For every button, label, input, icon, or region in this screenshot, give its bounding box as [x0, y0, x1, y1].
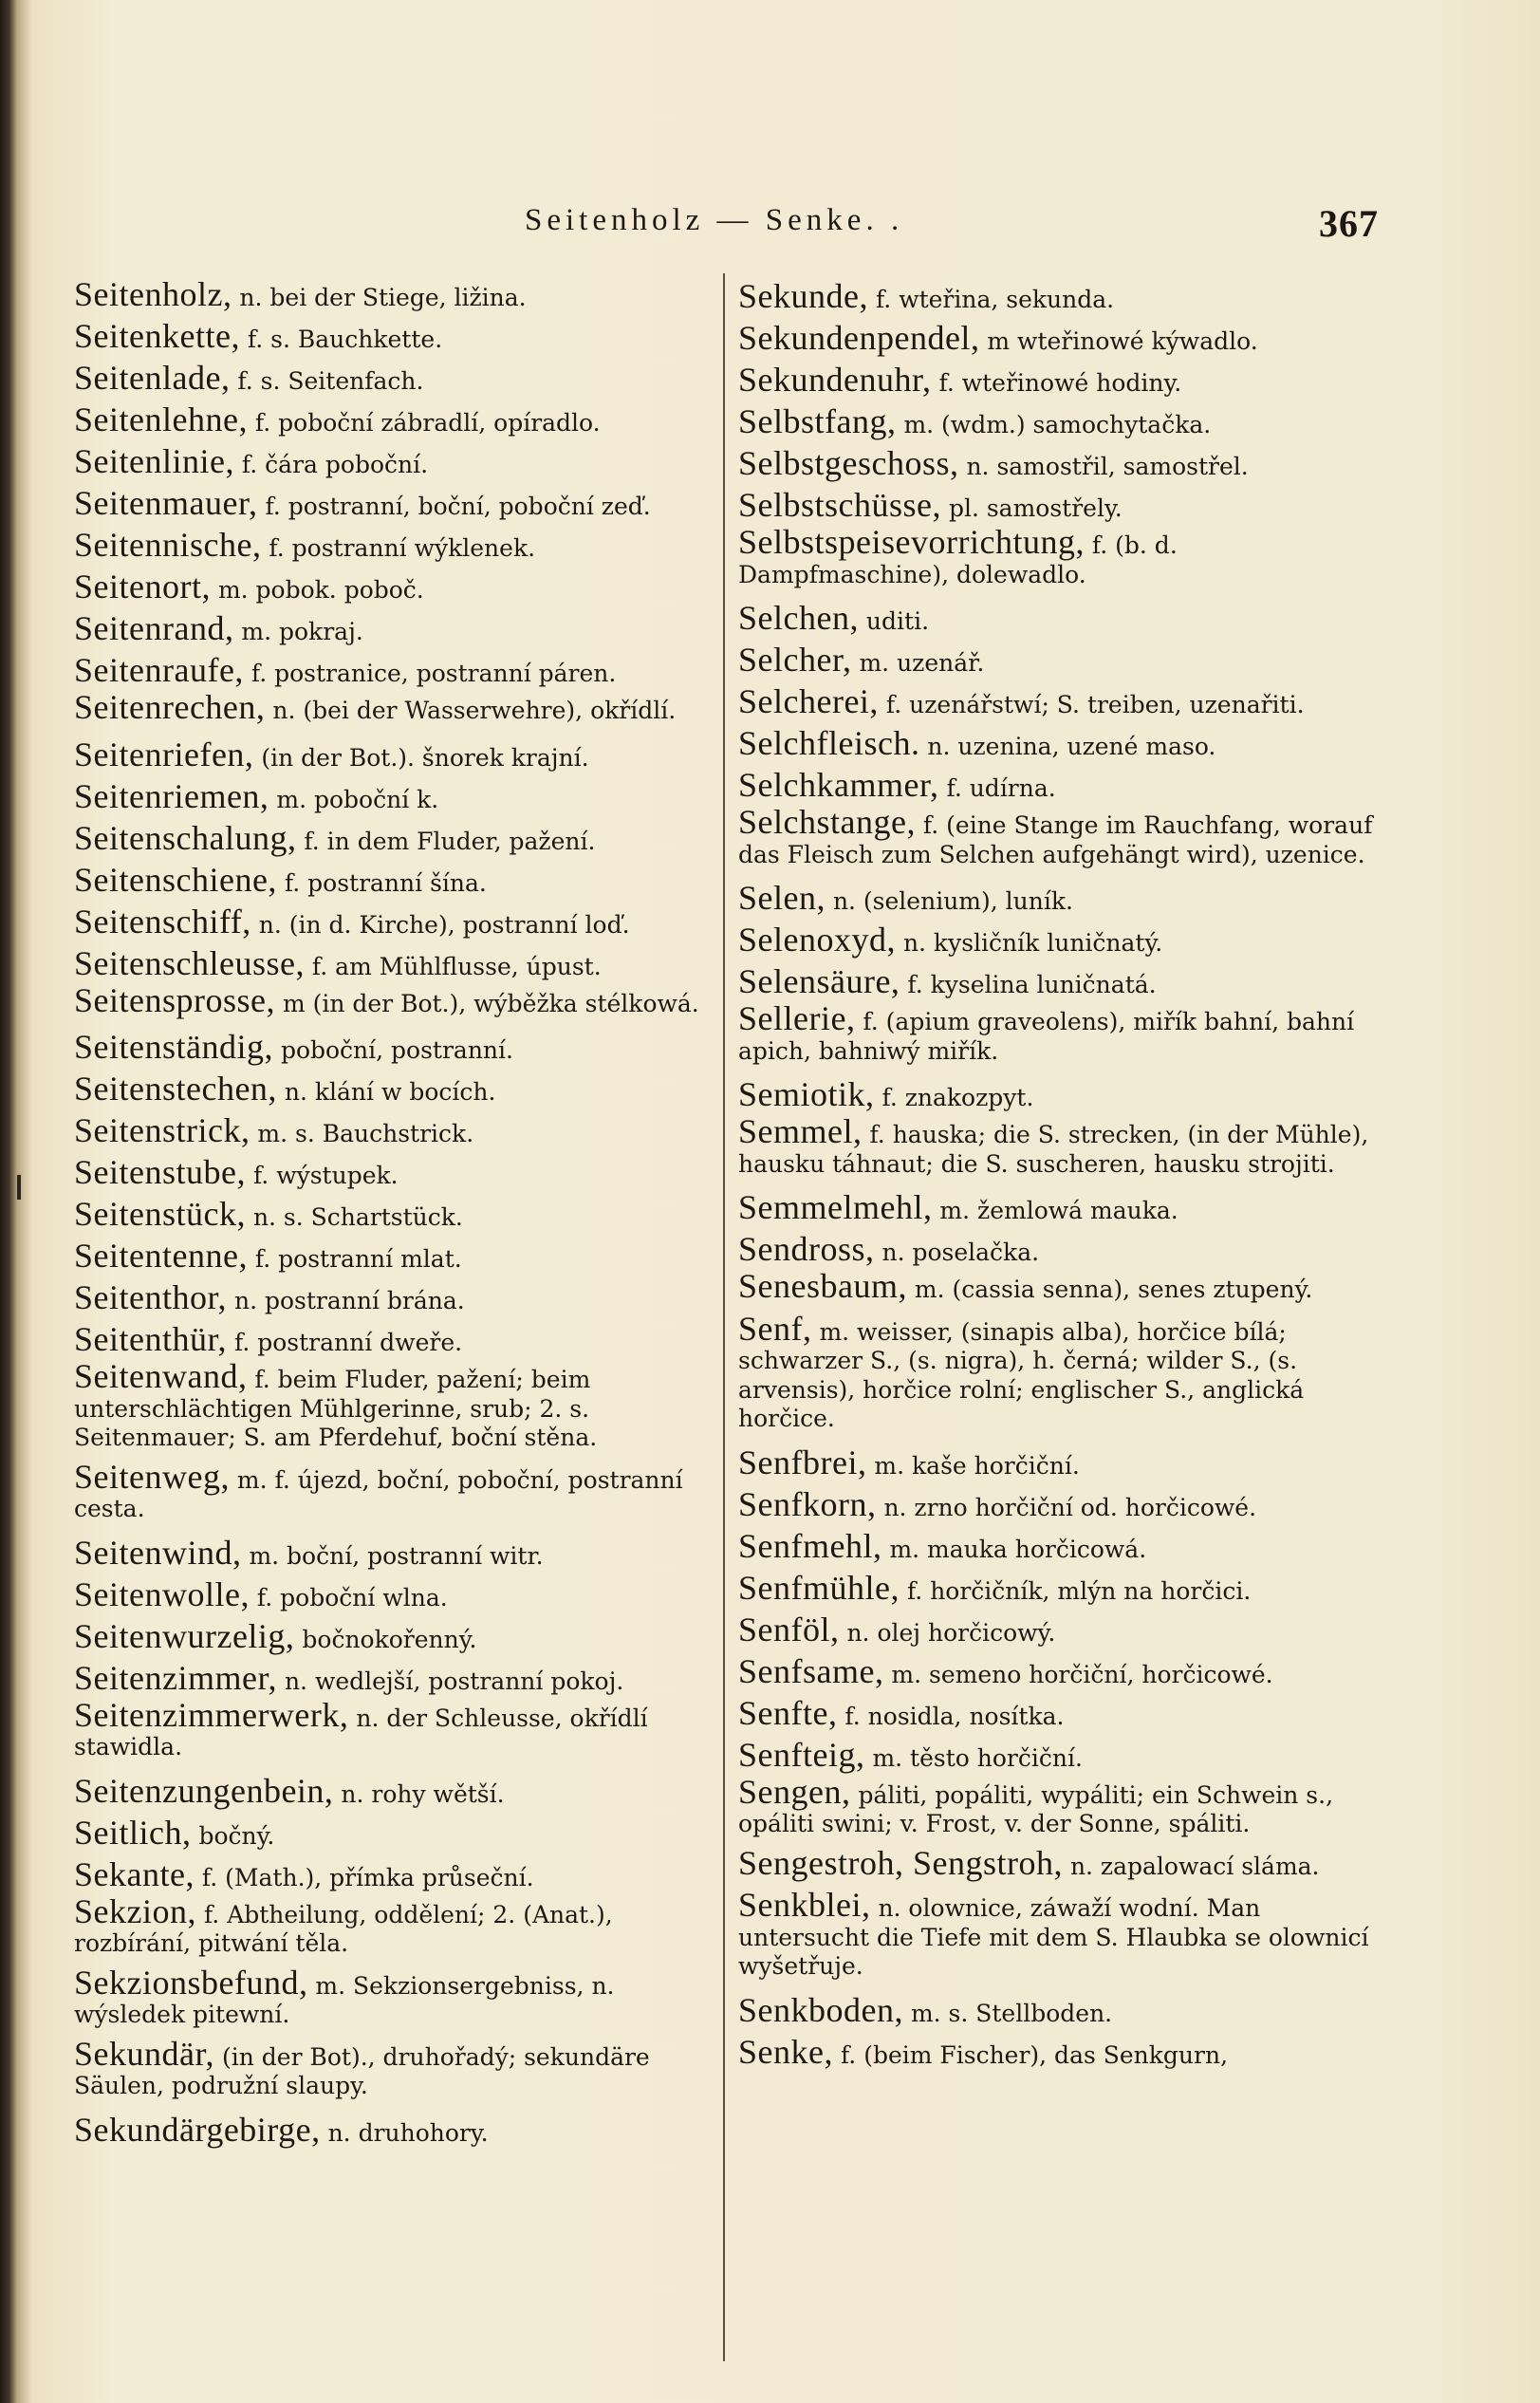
entry-definition: n. olej horčicowý.	[846, 1618, 1056, 1647]
entry-headword: Senföl,	[738, 1610, 840, 1649]
dictionary-entry	[74, 1070, 714, 1111]
dictionary-entry	[74, 1575, 714, 1617]
entry-headword: Seitenmauer,	[74, 484, 258, 522]
entry-headword: Seitenwolle,	[74, 1574, 250, 1613]
entry-headword: Selcher,	[738, 641, 852, 679]
entry-definition: f. am Mühlflusse, úpust.	[311, 952, 602, 980]
dictionary-entry	[74, 736, 714, 777]
column-divider	[723, 273, 725, 2361]
entry-headword: Seitenrechen,	[74, 688, 266, 726]
dictionary-entry	[74, 861, 714, 903]
entry-definition: n. kysličník luničnatý.	[902, 929, 1163, 957]
dictionary-entry	[738, 1772, 1383, 1849]
dictionary-entry	[74, 1695, 714, 1772]
entry-headword: Senfteig,	[738, 1735, 865, 1774]
dictionary-entry	[74, 980, 714, 1029]
entry-headword: Selbstspeisevorrichtung,	[738, 523, 1085, 561]
dictionary-entry	[74, 1237, 714, 1278]
entry-definition: f. horčičník, mlýn na horčici.	[906, 1576, 1252, 1605]
dictionary-entry	[738, 361, 1383, 402]
dictionary-entry	[738, 486, 1383, 528]
entry-headword: Seitlich,	[74, 1813, 192, 1852]
page-number: 367	[1319, 202, 1379, 245]
entry-definition: (in der Bot.). šnorek krajní.	[261, 743, 589, 772]
entry-definition: n. zapalowací sláma.	[1069, 1852, 1320, 1880]
entry-definition: m. semeno horčiční, horčicowé.	[891, 1660, 1273, 1688]
entry-definition: f. postranní šína.	[284, 868, 487, 897]
entry-definition: f. uzenářstwí; S. treiben, uzenařiti.	[885, 691, 1305, 718]
entry-headword: Seitenzungenbein,	[74, 1771, 334, 1810]
entry-headword: Sekundär,	[74, 2034, 215, 2073]
dictionary-entry	[74, 1534, 714, 1575]
entry-definition: f. wteřinowé hodiny.	[938, 369, 1182, 397]
dictionary-entry	[738, 1843, 1383, 1891]
entry-definition: m. pokraj.	[241, 618, 363, 645]
entry-definition: n. druhohory.	[327, 2118, 489, 2147]
entry-headword: Senke,	[738, 2032, 833, 2071]
entry-definition: n. rohy wětší.	[341, 1779, 505, 1808]
entry-definition: m. weisser, (sinapis alba), horčice bílá; schwarzer S., (s. nigra), h. černá; wilder S., (s. arvensis), horčice rolní; englischer S., anglická horčice.	[738, 1317, 1305, 1432]
entry-definition: n. (selenium), luník.	[832, 887, 1073, 915]
entry-definition: f. Abtheilung, oddělení; 2. (Anat.), rozbírání, pitwání těla.	[74, 1900, 613, 1957]
entry-headword: Seitenriemen,	[74, 776, 269, 815]
entry-definition: n. postranní brána.	[233, 1287, 465, 1314]
dictionary-entry	[74, 1028, 714, 1070]
entry-headword: Seitenweg,	[74, 1457, 230, 1496]
entry-headword: Sekzion,	[74, 1891, 196, 1930]
entry-definition: f. kyselina luničnatá.	[907, 971, 1157, 998]
entry-definition: f. postranní, boční, poboční zeď.	[265, 493, 651, 520]
entry-headword: Seitenort,	[74, 568, 211, 605]
entry-definition: f. poboční wlna.	[256, 1583, 448, 1611]
entry-headword: Senfmühle,	[738, 1568, 900, 1607]
dictionary-entry	[738, 523, 1383, 599]
dictionary-entry	[738, 1736, 1383, 1778]
entry-definition: n. wedlejší, postranní pokoj.	[284, 1667, 624, 1695]
dictionary-entry	[74, 819, 714, 861]
entry-definition: f. s. Bauchkette.	[247, 326, 443, 353]
entry-definition: n. bei der Stiege, ližina.	[239, 284, 527, 311]
entry-headword: Seitenlehne,	[74, 400, 248, 438]
entry-headword: Selenoxyd,	[738, 921, 896, 959]
entry-headword: Senfte,	[738, 1693, 838, 1732]
dictionary-entry	[74, 1891, 714, 1968]
dictionary-entry	[74, 1963, 714, 2040]
entry-definition: f. (eine Stange im Rauchfang, worauf das Fleisch zum Selchen aufgehängt wird), uzenice.	[738, 811, 1373, 868]
dictionary-entry	[74, 568, 714, 609]
entry-headword: Selbstfang,	[738, 402, 897, 440]
left-column	[74, 275, 714, 2152]
entry-headword: Sekundenpendel,	[738, 319, 980, 357]
entry-definition: f. (beim Fischer), das Senkgurn,	[840, 2040, 1229, 2069]
entry-headword: Sekante,	[74, 1854, 195, 1893]
entry-definition: f. postranní mlat.	[254, 1245, 462, 1273]
entry-headword: Semiotik,	[738, 1075, 875, 1113]
entry-headword: Seitentenne,	[74, 1237, 248, 1275]
entry-headword: Seitensprosse,	[74, 980, 275, 1019]
entry-definition: f. čára poboční.	[241, 451, 429, 478]
entry-definition: m. mauka horčicowá.	[889, 1535, 1147, 1563]
entry-definition: pl. samostřely.	[948, 494, 1123, 522]
dictionary-entry	[738, 766, 1383, 808]
entry-headword: Sekunde,	[738, 277, 868, 315]
dictionary-entry	[74, 1772, 714, 1814]
entry-headword: Senfmehl,	[738, 1526, 882, 1565]
entry-definition: n. klání w bocích.	[284, 1078, 496, 1106]
entry-headword: Sekundenuhr,	[738, 361, 932, 399]
entry-headword: Senfbrei,	[738, 1443, 867, 1481]
entry-headword: Seitenrand,	[74, 609, 234, 647]
dictionary-entry	[738, 803, 1383, 879]
entry-definition: f. s. Seitenfach.	[237, 367, 424, 395]
entry-headword: Seitenständig,	[74, 1028, 273, 1066]
entry-definition: m. s. Bauchstrick.	[257, 1120, 474, 1147]
entry-headword: Senkboden,	[738, 1990, 903, 2029]
entry-headword: Sengen,	[738, 1772, 851, 1811]
dictionary-entry	[74, 2111, 714, 2152]
entry-definition: n. zrno horčiční od. horčicowé.	[883, 1493, 1257, 1521]
dictionary-entry	[738, 319, 1383, 361]
dictionary-entry	[738, 444, 1383, 486]
entry-definition: m (in der Bot.), wýběžka stélkowá.	[282, 989, 699, 1017]
entry-definition: f. wýstupek.	[252, 1162, 399, 1189]
entry-headword: Seitenlinie,	[74, 442, 234, 480]
entry-headword: Seitenlade,	[74, 359, 231, 397]
entry-definition: n. uzenina, uzené maso.	[927, 733, 1216, 760]
entry-definition: poboční, postranní.	[280, 1036, 513, 1064]
entry-headword: Seitenwind,	[74, 1533, 242, 1572]
dictionary-entry	[74, 1457, 714, 1534]
entry-headword: Seitenschleusse,	[74, 943, 305, 982]
dictionary-entry	[74, 1278, 714, 1320]
entry-definition: f. (apium graveolens), miřík bahní, bahní apich, bahniwý miřík.	[738, 1008, 1355, 1065]
entry-definition: f. hauska; die S. strecken, (in der Mühle), hausku táhnaut; die S. suscheren, hausku strojiti.	[738, 1121, 1369, 1178]
entry-headword: Seitenstrick,	[74, 1111, 250, 1149]
entry-definition: bočnokořenný.	[302, 1625, 477, 1653]
entry-headword: Sekundärgebirge,	[74, 2110, 321, 2149]
entry-definition: f. postranní dweře.	[233, 1329, 463, 1356]
entry-headword: Selchfleisch.	[738, 724, 920, 762]
entry-headword: Sekzionsbefund,	[74, 1963, 308, 2002]
entry-definition: m. žemlowá mauka.	[939, 1197, 1178, 1224]
entry-headword: Seitenwand,	[74, 1357, 248, 1395]
margin-mark	[17, 1175, 21, 1200]
entry-definition: f. udírna.	[946, 774, 1056, 802]
entry-definition: f. poboční zábradlí, opíradlo.	[254, 409, 601, 437]
entry-headword: Sengestroh, Sengstroh,	[738, 1843, 1063, 1882]
entry-headword: Seitenzimmer,	[74, 1658, 277, 1697]
entry-headword: Sellerie,	[738, 999, 856, 1037]
entry-headword: Seitenholz,	[74, 275, 232, 313]
entry-definition: f. nosidla, nosítka.	[844, 1702, 1065, 1730]
entry-definition: (in der Bot)., druhořadý; sekundäre Säulen, podružní slaupy.	[74, 2042, 650, 2099]
dictionary-entry	[738, 682, 1383, 724]
entry-definition: f. postranice, postranní páren.	[250, 660, 617, 687]
entry-headword: Senesbaum,	[738, 1267, 907, 1305]
dictionary-entry	[738, 724, 1383, 766]
dictionary-entry	[738, 1267, 1383, 1314]
entry-headword: Senf,	[738, 1309, 812, 1348]
entry-headword: Seitenstube,	[74, 1153, 246, 1191]
entry-headword: Selchen,	[738, 599, 859, 637]
entry-definition: páliti, popáliti, wypáliti; ein Schwein s., opáliti swini; v. Frost, v. der Sonne, spáliti.	[738, 1780, 1334, 1837]
entry-headword: Selchkammer,	[738, 766, 939, 804]
dictionary-entry	[738, 1112, 1383, 1188]
entry-definition: m. (cassia senna), senes ztupený.	[914, 1276, 1313, 1303]
entry-definition: f. beim Fluder, pažení; beim unterschlächtigen Mühlgerinne, srub; 2. s. Seitenmauer; S. am Pferdehuf, boční stěna.	[74, 1366, 598, 1451]
dictionary-entry	[738, 1569, 1383, 1611]
dictionary-entry	[74, 1195, 714, 1237]
dictionary-entry	[74, 400, 714, 442]
entry-headword: Selbstschüsse,	[738, 486, 941, 524]
entry-definition: m. Sekzionsergebniss, n. wýsledek pitewní.	[74, 1971, 615, 2028]
entry-definition: m wteřinowé kýwadlo.	[987, 327, 1258, 355]
entry-headword: Sendross,	[738, 1230, 875, 1268]
dictionary-entry	[738, 879, 1383, 921]
entry-definition: f. znakozpyt.	[881, 1084, 1034, 1111]
entry-headword: Selbstgeschoss,	[738, 444, 959, 482]
dictionary-entry	[738, 2033, 1383, 2075]
dictionary-entry	[738, 599, 1383, 641]
dictionary-entry	[738, 921, 1383, 962]
entry-headword: Senfkorn,	[738, 1484, 877, 1523]
entry-headword: Seitenraufe,	[74, 651, 244, 689]
entry-definition: uditi.	[865, 607, 930, 635]
entry-definition: f. in dem Fluder, pažení.	[304, 827, 596, 855]
dictionary-entry	[74, 275, 714, 317]
entry-definition: n. samostřil, samostřel.	[966, 453, 1249, 480]
dictionary-entry	[738, 1309, 1383, 1444]
entry-headword: Seitenschiene,	[74, 860, 277, 899]
dictionary-entry	[74, 484, 714, 526]
entry-headword: Seitenwurzelig,	[74, 1616, 295, 1655]
entry-definition: m. těsto horčiční.	[872, 1743, 1083, 1772]
dictionary-entry	[738, 1527, 1383, 1569]
entry-definition: f. (b. d. Dampfmaschine), dolewadlo.	[738, 531, 1178, 588]
dictionary-entry	[738, 277, 1383, 319]
entry-definition: m. poboční k.	[276, 785, 439, 813]
entry-definition: m. s. Stellboden.	[910, 1999, 1113, 2027]
entry-headword: Semmelmehl,	[738, 1188, 933, 1226]
entry-definition: n. s. Schartstück.	[252, 1203, 463, 1231]
dictionary-entry	[738, 1886, 1383, 1991]
dictionary-entry	[738, 962, 1383, 1004]
dictionary-entry	[74, 359, 714, 400]
entry-headword: Seitenstück,	[74, 1195, 246, 1233]
dictionary-entry	[738, 1188, 1383, 1230]
dictionary-entry	[738, 1075, 1383, 1117]
dictionary-entry	[738, 1991, 1383, 2033]
dictionary-entry	[74, 1814, 714, 1855]
entry-headword: Seitenthür,	[74, 1320, 228, 1358]
dictionary-entry	[74, 2034, 714, 2111]
entry-headword: Semmel,	[738, 1112, 863, 1150]
dictionary-entry	[74, 1357, 714, 1462]
entry-definition: m. f. újezd, boční, poboční, postranní cesta.	[74, 1465, 683, 1522]
entry-headword: Seitenstechen,	[74, 1070, 277, 1108]
entry-headword: Selensäure,	[738, 962, 900, 1000]
page-header	[525, 203, 1379, 245]
dictionary-entry	[738, 1485, 1383, 1527]
entry-definition: m. (wdm.) samochytačka.	[903, 411, 1212, 438]
entry-headword: Senfsame,	[738, 1651, 884, 1690]
entry-definition: n. der Schleusse, okřídlí stawidla.	[74, 1704, 648, 1760]
entry-headword: Selchstange,	[738, 803, 916, 841]
entry-headword: Seitenschiff,	[74, 902, 251, 941]
right-column	[738, 277, 1383, 2075]
dictionary-entry	[738, 1444, 1383, 1485]
dictionary-entry	[738, 402, 1383, 444]
dictionary-entry	[74, 526, 714, 568]
entry-headword: Seitenschalung,	[74, 818, 297, 857]
entry-definition: m. boční, postranní witr.	[249, 1541, 544, 1570]
dictionary-entry	[74, 317, 714, 359]
dictionary-entry	[738, 1230, 1383, 1272]
dictionary-entry	[74, 903, 714, 944]
entry-headword: Seitenkette,	[74, 317, 240, 355]
entry-headword: Selcherei,	[738, 682, 879, 720]
dictionary-entry	[74, 1153, 714, 1195]
entry-headword: Senkblei,	[738, 1886, 871, 1924]
running-title: Seitenholz — Senke. .	[525, 203, 904, 237]
dictionary-entry	[738, 1652, 1383, 1694]
dictionary-entry	[74, 777, 714, 819]
entry-headword: Seitenzimmerwerk,	[74, 1695, 349, 1734]
dictionary-entry	[74, 1320, 714, 1362]
entry-definition: n. (in d. Kirche), postranní loď.	[258, 910, 630, 939]
dictionary-entry	[74, 1855, 714, 1897]
entry-headword: Seitenthor,	[74, 1278, 228, 1316]
entry-definition: m. kaše horčiční.	[874, 1451, 1080, 1480]
dictionary-entry	[74, 1659, 714, 1701]
entry-definition: n. poselačka.	[881, 1239, 1040, 1266]
dictionary-entry	[74, 442, 714, 484]
entry-definition: n. olownice, záwaží wodní. Man untersucht die Tiefe mit dem S. Hlaubka se olownicí wyšetřuje.	[738, 1894, 1369, 1980]
entry-definition: f. postranní wýklenek.	[269, 534, 536, 562]
dictionary-entry	[738, 641, 1383, 682]
entry-definition: f. (Math.), přímka průseční.	[201, 1863, 534, 1891]
entry-definition: m. uzenář.	[859, 649, 985, 677]
entry-headword: Seitennische,	[74, 526, 262, 564]
dictionary-entry	[74, 651, 714, 693]
entry-definition: bočný.	[198, 1821, 275, 1850]
entry-headword: Seitenriefen,	[74, 735, 254, 773]
dictionary-entry	[738, 1694, 1383, 1736]
entry-headword: Selen,	[738, 879, 826, 917]
dictionary-entry	[74, 944, 714, 986]
dictionary-entry	[74, 688, 714, 736]
entry-definition: m. pobok. poboč.	[217, 576, 424, 604]
dictionary-entry	[74, 1111, 714, 1153]
dictionary-entry	[738, 1611, 1383, 1652]
entry-definition: f. wteřina, sekunda.	[875, 286, 1115, 313]
dictionary-entry	[74, 1617, 714, 1659]
entry-definition: n. (bei der Wasserwehre), okřídlí.	[272, 697, 677, 724]
dictionary-entry	[74, 609, 714, 651]
dictionary-entry	[738, 999, 1383, 1075]
